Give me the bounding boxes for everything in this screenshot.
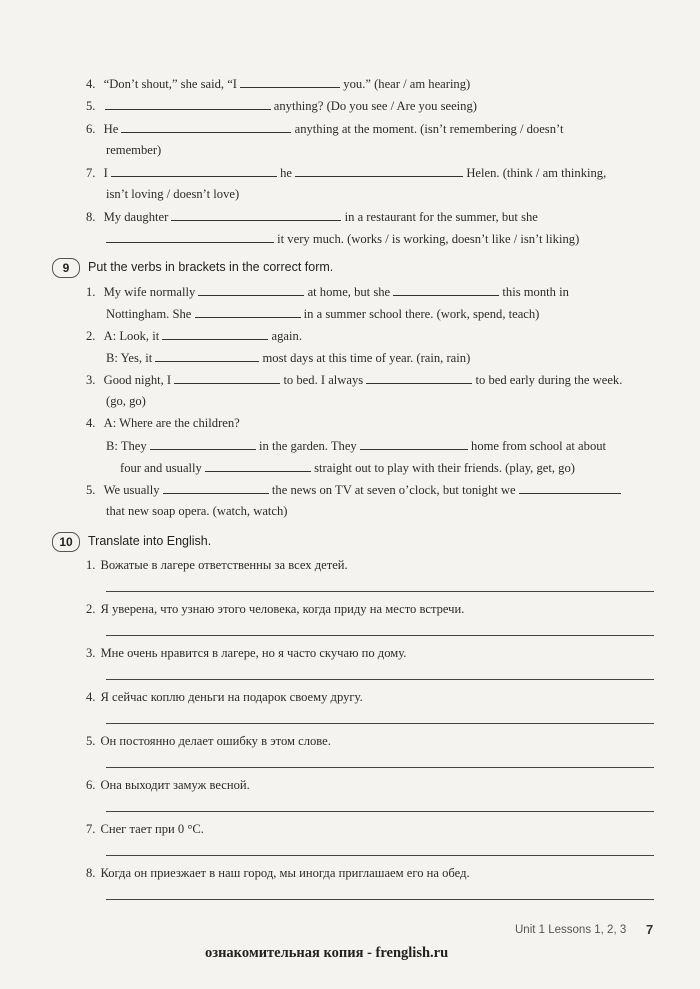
answer-blank[interactable] xyxy=(366,372,472,384)
item-text: A: Look, it xyxy=(103,329,160,343)
ex9-item-1-cont xyxy=(106,306,539,322)
ex8-item-5 xyxy=(86,98,477,114)
item-text-continued: that new soap opera. (watch, watch) xyxy=(106,504,288,518)
answer-line[interactable] xyxy=(106,591,654,592)
item-text: the news on TV at seven o’clock, but tonight we xyxy=(271,483,516,497)
item-text: “Don’t shout,” she said, “I xyxy=(103,77,237,91)
answer-blank[interactable] xyxy=(360,438,468,450)
ex9-item-5 xyxy=(86,482,621,498)
translation-item xyxy=(86,558,348,573)
exercise-number-badge: 9 xyxy=(52,258,80,278)
item-number: 3. xyxy=(86,373,96,387)
item-text: four and usually xyxy=(120,461,202,475)
answer-blank[interactable] xyxy=(162,328,268,340)
item-text: A: Where are the children? xyxy=(103,416,240,430)
answer-blank[interactable] xyxy=(106,231,274,243)
item-text: this month in xyxy=(502,285,569,299)
item-text: again. xyxy=(271,329,302,343)
russian-sentence: Я уверена, что узнаю этого человека, когда приду на место встречи. xyxy=(100,602,465,616)
russian-sentence: Она выходит замуж весной. xyxy=(100,778,250,792)
item-number: 8. xyxy=(86,866,96,880)
item-text: B: They xyxy=(106,439,147,453)
page-number: 7 xyxy=(646,922,654,937)
item-number: 5. xyxy=(86,99,96,113)
answer-line[interactable] xyxy=(106,855,654,856)
answer-line[interactable] xyxy=(106,635,654,636)
item-text: at home, but she xyxy=(307,285,391,299)
answer-line[interactable] xyxy=(106,723,654,724)
ex8-item-7 xyxy=(86,165,606,181)
item-text: to bed early during the week. xyxy=(475,373,623,387)
item-number: 6. xyxy=(86,122,96,136)
russian-sentence: Мне очень нравится в лагере, но я часто скучаю по дому. xyxy=(100,646,407,660)
item-number: 2. xyxy=(86,329,96,343)
russian-sentence: Когда он приезжает в наш город, мы иногда приглашаем его на обед. xyxy=(100,866,470,880)
item-text: We usually xyxy=(103,483,160,497)
item-number: 1. xyxy=(86,558,96,572)
translation-item xyxy=(86,866,470,881)
item-text: anything? (Do you see / Are you seeing) xyxy=(273,99,477,113)
answer-line[interactable] xyxy=(106,811,654,812)
item-text: My daughter xyxy=(103,210,169,224)
translation-item xyxy=(86,690,363,705)
item-number: 2. xyxy=(86,602,96,616)
translation-item xyxy=(86,646,406,661)
answer-blank[interactable] xyxy=(195,306,301,318)
item-text-continued: (go, go) xyxy=(106,394,146,408)
item-number: 4. xyxy=(86,77,96,91)
item-number: 5. xyxy=(86,734,96,748)
item-text: to bed. I always xyxy=(283,373,364,387)
unit-lessons-footer: Unit 1 Lessons 1, 2, 3 xyxy=(515,924,627,936)
exercise-title: Translate into English. xyxy=(88,534,212,548)
answer-blank[interactable] xyxy=(150,438,256,450)
item-text: most days at this time of year. (rain, rain) xyxy=(262,351,471,365)
translation-item xyxy=(86,778,250,793)
translation-item xyxy=(86,602,464,617)
answer-blank[interactable] xyxy=(295,165,463,177)
item-text: in the garden. They xyxy=(259,439,357,453)
ex9-item-4-b xyxy=(106,438,606,454)
item-number: 3. xyxy=(86,646,96,660)
answer-blank[interactable] xyxy=(105,98,271,110)
answer-blank[interactable] xyxy=(111,165,277,177)
ex9-item-1 xyxy=(86,284,569,300)
ex8-item-4 xyxy=(86,76,470,92)
item-text: I xyxy=(103,166,108,180)
exercise-title: Put the verbs in brackets in the correct form. xyxy=(88,260,334,274)
answer-blank[interactable] xyxy=(519,482,621,494)
answer-blank[interactable] xyxy=(174,372,280,384)
item-number: 4. xyxy=(86,416,96,430)
answer-line[interactable] xyxy=(106,679,654,680)
item-text-continued: remember) xyxy=(106,143,162,157)
ex8-item-6 xyxy=(86,121,563,137)
russian-sentence: Вожатые в лагере ответственны за всех детей. xyxy=(100,558,348,572)
item-number: 1. xyxy=(86,285,96,299)
item-text: B: Yes, it xyxy=(106,351,153,365)
answer-blank[interactable] xyxy=(198,284,304,296)
answer-blank[interactable] xyxy=(121,121,291,133)
ex8-item-8 xyxy=(86,209,538,225)
item-text: in a summer school there. (work, spend, teach) xyxy=(303,307,540,321)
item-number: 7. xyxy=(86,166,96,180)
russian-sentence: Я сейчас коплю деньги на подарок своему другу. xyxy=(100,690,363,704)
item-text: he xyxy=(280,166,293,180)
russian-sentence: Снег тает при 0 °С. xyxy=(100,822,204,836)
ex9-item-2-cont xyxy=(106,350,470,366)
item-text: straight out to play with their friends. (play, get, go) xyxy=(314,461,575,475)
answer-blank[interactable] xyxy=(205,460,311,472)
answer-blank[interactable] xyxy=(240,76,340,88)
item-text: My wife normally xyxy=(103,285,196,299)
item-number: 4. xyxy=(86,690,96,704)
answer-blank[interactable] xyxy=(155,350,259,362)
item-text: Nottingham. She xyxy=(106,307,192,321)
answer-line[interactable] xyxy=(106,899,654,900)
ex9-item-3 xyxy=(86,372,622,388)
item-number: 7. xyxy=(86,822,96,836)
ex9-item-4 xyxy=(86,416,240,431)
item-number: 8. xyxy=(86,210,96,224)
translation-item xyxy=(86,734,331,749)
item-text: anything at the moment. (isn’t remembering / doesn’t xyxy=(294,122,564,136)
ex9-item-2 xyxy=(86,328,302,344)
item-number: 6. xyxy=(86,778,96,792)
answer-line[interactable] xyxy=(106,767,654,768)
watermark-text: ознакомительная копия - frenglish.ru xyxy=(205,945,449,961)
answer-blank[interactable] xyxy=(171,209,341,221)
exercise-number-badge: 10 xyxy=(52,532,80,552)
russian-sentence: Он постоянно делает ошибку в этом слове. xyxy=(100,734,331,748)
translation-item xyxy=(86,822,204,837)
item-text-continued: isn’t loving / doesn’t love) xyxy=(106,187,240,201)
answer-blank[interactable] xyxy=(163,482,269,494)
ex8-item-8-cont xyxy=(106,231,579,247)
item-text: home from school at about xyxy=(471,439,607,453)
item-text: Good night, I xyxy=(103,373,172,387)
item-text: it very much. (works / is working, doesn’t like / isn’t liking) xyxy=(277,232,580,246)
ex9-item-4-cont xyxy=(120,460,575,476)
item-text: in a restaurant for the summer, but she xyxy=(344,210,538,224)
item-text: you.” (hear / am hearing) xyxy=(343,77,471,91)
item-text: Helen. (think / am thinking, xyxy=(466,166,607,180)
item-text: He xyxy=(103,122,119,136)
item-number: 5. xyxy=(86,483,96,497)
answer-blank[interactable] xyxy=(393,284,499,296)
